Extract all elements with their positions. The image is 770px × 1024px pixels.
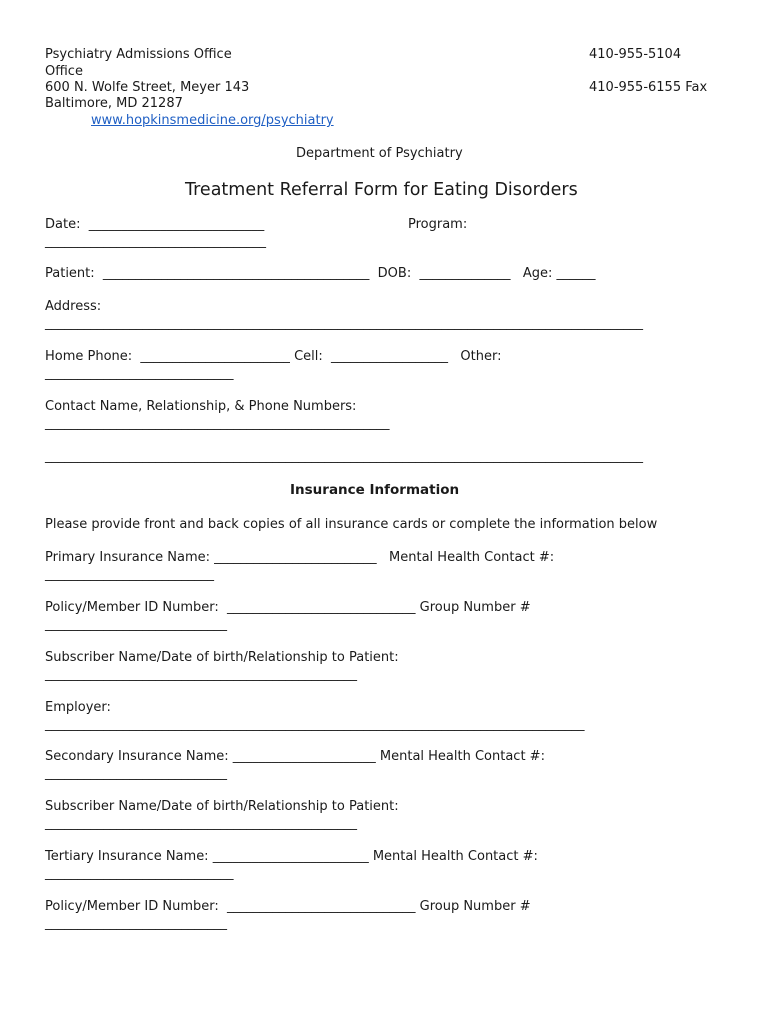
department-name: Department of Psychiatry [296,146,463,161]
form-title: Treatment Referral Form for Eating Disorders [185,180,578,200]
phone-number: 410-955-5104 [589,47,682,62]
fax-number: 410-955-6155 Fax [589,80,708,95]
address-label: Address: [45,299,102,314]
phone-fields[interactable]: Home Phone: _______________________ Cell: __________________ Other: [45,349,502,364]
insurance-heading: Insurance Information [290,482,460,498]
date-field[interactable]: Date: ___________________________ [45,217,265,232]
program-field[interactable]: __________________________________ [45,234,266,249]
other-phone-field[interactable]: _____________________________ [45,366,234,381]
primary-contact-field[interactable]: __________________________ [45,567,214,582]
tertiary-insurance-field[interactable]: Tertiary Insurance Name: ________________________ Mental Health Contact #: [45,849,538,864]
primary-insurance-field[interactable]: Primary Insurance Name: _________________________ Mental Health Contact #: [45,550,555,565]
tertiary-contact-field[interactable]: _____________________________ [45,866,234,881]
subscriber-label-2: Subscriber Name/Date of birth/Relationship to Patient: [45,799,399,814]
contact-field-2[interactable]: ____________________________________________________________________________________________ [45,449,643,464]
secondary-insurance-field[interactable]: Secondary Insurance Name: ______________________ Mental Health Contact #: [45,749,545,764]
insurance-instructions: Please provide front and back copies of all insurance cards or complete the information below [45,517,658,532]
program-label: Program: [408,217,468,232]
address-field[interactable]: ____________________________________________________________________________________________ [45,316,643,331]
office-name-wrap: Office [45,64,83,79]
contact-label: Contact Name, Relationship, & Phone Numbers: [45,399,357,414]
contact-field[interactable]: _____________________________________________________ [45,416,390,431]
subscriber-field-2[interactable]: ________________________________________________ [45,816,357,831]
city-address: Baltimore, MD 21287 [45,96,183,111]
secondary-contact-field[interactable]: ____________________________ [45,766,227,781]
employer-label: Employer: [45,700,111,715]
office-name: Psychiatry Admissions Office [45,47,232,62]
website-link[interactable]: www.hopkinsmedicine.org/psychiatry [91,113,334,128]
group-number-field[interactable]: ____________________________ [45,617,227,632]
patient-dob-age-fields[interactable]: Patient: _________________________________________ DOB: ______________ Age: ______ [45,266,596,281]
street-address: 600 N. Wolfe Street, Meyer 143 [45,80,250,95]
employer-field[interactable]: ___________________________________________________________________________________ [45,717,585,732]
group-number-field-2[interactable]: ____________________________ [45,916,227,931]
policy-id-field[interactable]: Policy/Member ID Number: _____________________________ Group Number # [45,600,531,615]
subscriber-label: Subscriber Name/Date of birth/Relationship to Patient: [45,650,399,665]
subscriber-field[interactable]: ________________________________________________ [45,667,357,682]
policy-id-field-2[interactable]: Policy/Member ID Number: _____________________________ Group Number # [45,899,531,914]
